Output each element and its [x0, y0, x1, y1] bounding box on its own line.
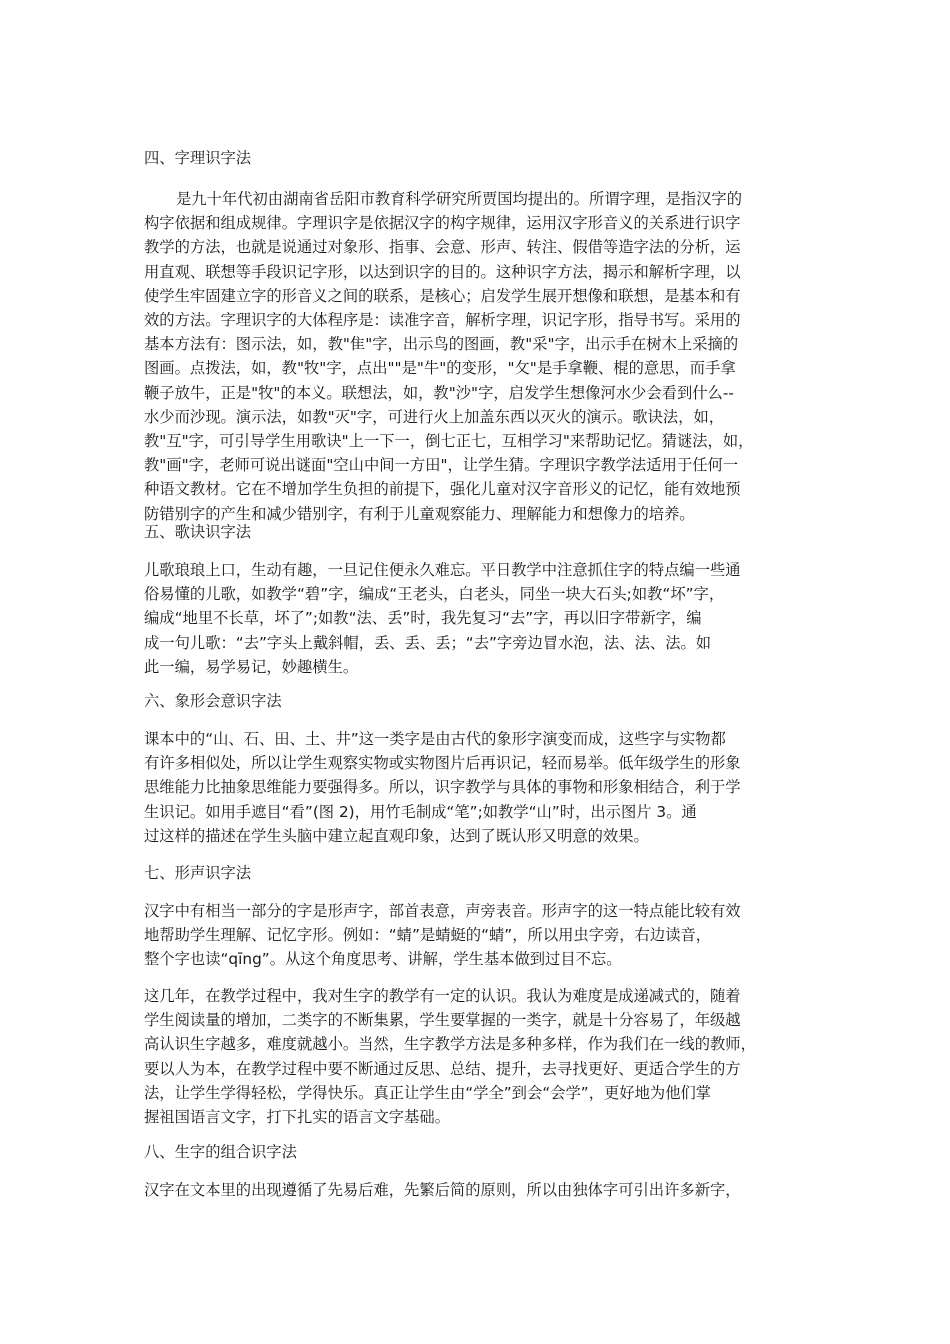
- paragraph-line: 此一编，易学易记，妙趣横生。: [144, 657, 359, 676]
- paragraph-line: 思维能力比抽象思维能力要强得多。所以，识字教学与具体的事物和形象相结合，利于学: [144, 778, 741, 797]
- section-heading: 五、歌诀识字法: [144, 523, 252, 541]
- paragraph-line: 构字依据和组成规律。字理识字是依据汉字的构字规律，运用汉字形音义的关系进行识字: [144, 214, 741, 233]
- section-heading: 七、形声识字法: [144, 864, 252, 882]
- paragraph-line: 有许多相似处，所以让学生观察实物或实物图片后再识记，轻而易举。低年级学生的形象: [144, 754, 741, 773]
- paragraph-line: 过这样的描述在学生头脑中建立起直观印象，达到了既认形又明意的效果。: [144, 826, 649, 845]
- paragraph-line: 教"画"字，老师可说出谜面"空山中间一方田"，让学生猜。字理识字教学法适用于任何一: [144, 456, 739, 475]
- paragraph-line: 握祖国语言文字，打下扎实的语言文字基础。: [144, 1108, 450, 1126]
- paragraph-line: 鞭子放牛，正是"牧"的本义。联想法，如，教"沙"字，启发学生想像河水少会看到什么--: [144, 383, 734, 402]
- paragraph-line: 效的方法。字理识字的大体程序是：读准字音，解析字理，识记字形，指导书写。采用的: [144, 311, 741, 329]
- paragraph-line: 课本中的“山、石、田、土、井”这一类字是由古代的象形字演变而成，这些字与实物都: [144, 730, 726, 748]
- paragraph-line: 编成“地里不长草，坏了”;如教“法、丢”时，我先复习“去”字，再以旧字带新字，编: [144, 609, 702, 628]
- paragraph-line: 教"互"字，可引导学生用歌诀"上一下一，倒七正七，互相学习"来帮助记忆。猜谜法，如，: [144, 432, 754, 450]
- paragraph-line: 要以人为本，在教学过程中要不断通过反思、总结、提升，去寻找更好、更适合学生的方: [144, 1059, 741, 1078]
- paragraph-line: 使学生牢固建立字的形音义之间的联系，是核心；启发学生展开想像和联想，是基本和有: [144, 286, 741, 305]
- section-heading: 六、象形会意识字法: [144, 692, 282, 710]
- paragraph-line: 整个字也读“qīng”。从这个角度思考、讲解，学生基本做到过目不忘。: [144, 950, 622, 969]
- paragraph-line: 教学的方法，也就是说通过对象形、指事、会意、形声、转注、假借等造字法的分析，运: [144, 238, 741, 257]
- paragraph-line: 这几年，在教学过程中，我对生字的教学有一定的认识。我认为难度是成递减式的，随着: [144, 987, 741, 1005]
- paragraph-line: 生识记。如用手遮目“看”(图 2)，用竹毛制成“笔”;如教学“山”时，出示图片 3。通: [144, 802, 697, 821]
- paragraph-line: 俗易懂的儿歌，如教学“碧”字，编成“王老头，白老头，同坐一块大石头;如教“坏”字，: [144, 585, 725, 604]
- paragraph-line: 儿歌琅琅上口，生动有趣，一旦记住便永久难忘。平日教学中注意抓住字的特点编一些通: [144, 561, 741, 579]
- paragraph-line: 汉字中有相当一部分的字是形声字，部首表意，声旁表音。形声字的这一特点能比较有效: [144, 902, 741, 920]
- paragraph-line: 法，让学生学得轻松，学得快乐。真正让学生由“学全”到会“会学”，更好地为他们掌: [144, 1083, 712, 1102]
- section-heading: 八、生字的组合识字法: [144, 1143, 297, 1161]
- paragraph-line: 基本方法有：图示法，如，教"隹"字，出示鸟的图画，教"采"字，出示手在树木上采摘的: [144, 335, 739, 354]
- paragraph-line: 地帮助学生理解、记忆字形。例如：“蜻”是蜻蜓的“蜻”，所以用虫字旁，右边读音，: [144, 926, 712, 945]
- paragraph-line: 学生阅读量的增加，二类字的不断集累，学生要掌握的一类字，就是十分容易了，年级越: [144, 1011, 741, 1030]
- paragraph-line: 图画。点拨法，如，教"牧"字，点出""是"牛"的变形，"攵"是手拿鞭、棍的意思，而手拿: [144, 359, 736, 378]
- paragraph-line: 成一句儿歌：“去”字头上戴斜帽，丢、丢、丢；“去”字旁边冒水泡，法、法、法。如: [144, 633, 712, 652]
- section-heading: 四、字理识字法: [144, 149, 252, 167]
- paragraph-line: 防错别字的产生和减少错别字，有利于儿童观察能力、理解能力和想像力的培养。: [144, 504, 695, 523]
- paragraph-line: 汉字在文本里的出现遵循了先易后难，先繁后简的原则，所以由独体字可引出许多新字，: [144, 1181, 741, 1199]
- paragraph-line: 高认识生字越多，难度就越小。当然，生字教学方法是多种多样，作为我们在一线的教师，: [144, 1035, 756, 1054]
- paragraph-line: 水少而沙现。演示法，如教"灭"字，可进行火上加盖东西以灭火的演示。歌诀法，如，: [144, 407, 725, 426]
- paragraph-line: 种语文教材。它在不增加学生负担的前提下，强化儿童对汉字音形义的记忆，能有效地预: [144, 480, 741, 499]
- paragraph-line: 用直观、联想等手段识记字形，以达到识字的目的。这种识字方法，揭示和解析字理，以: [144, 262, 741, 281]
- paragraph-line: 是九十年代初由湖南省岳阳市教育科学研究所贾国均提出的。所谓字理，是指汉字的: [176, 190, 742, 208]
